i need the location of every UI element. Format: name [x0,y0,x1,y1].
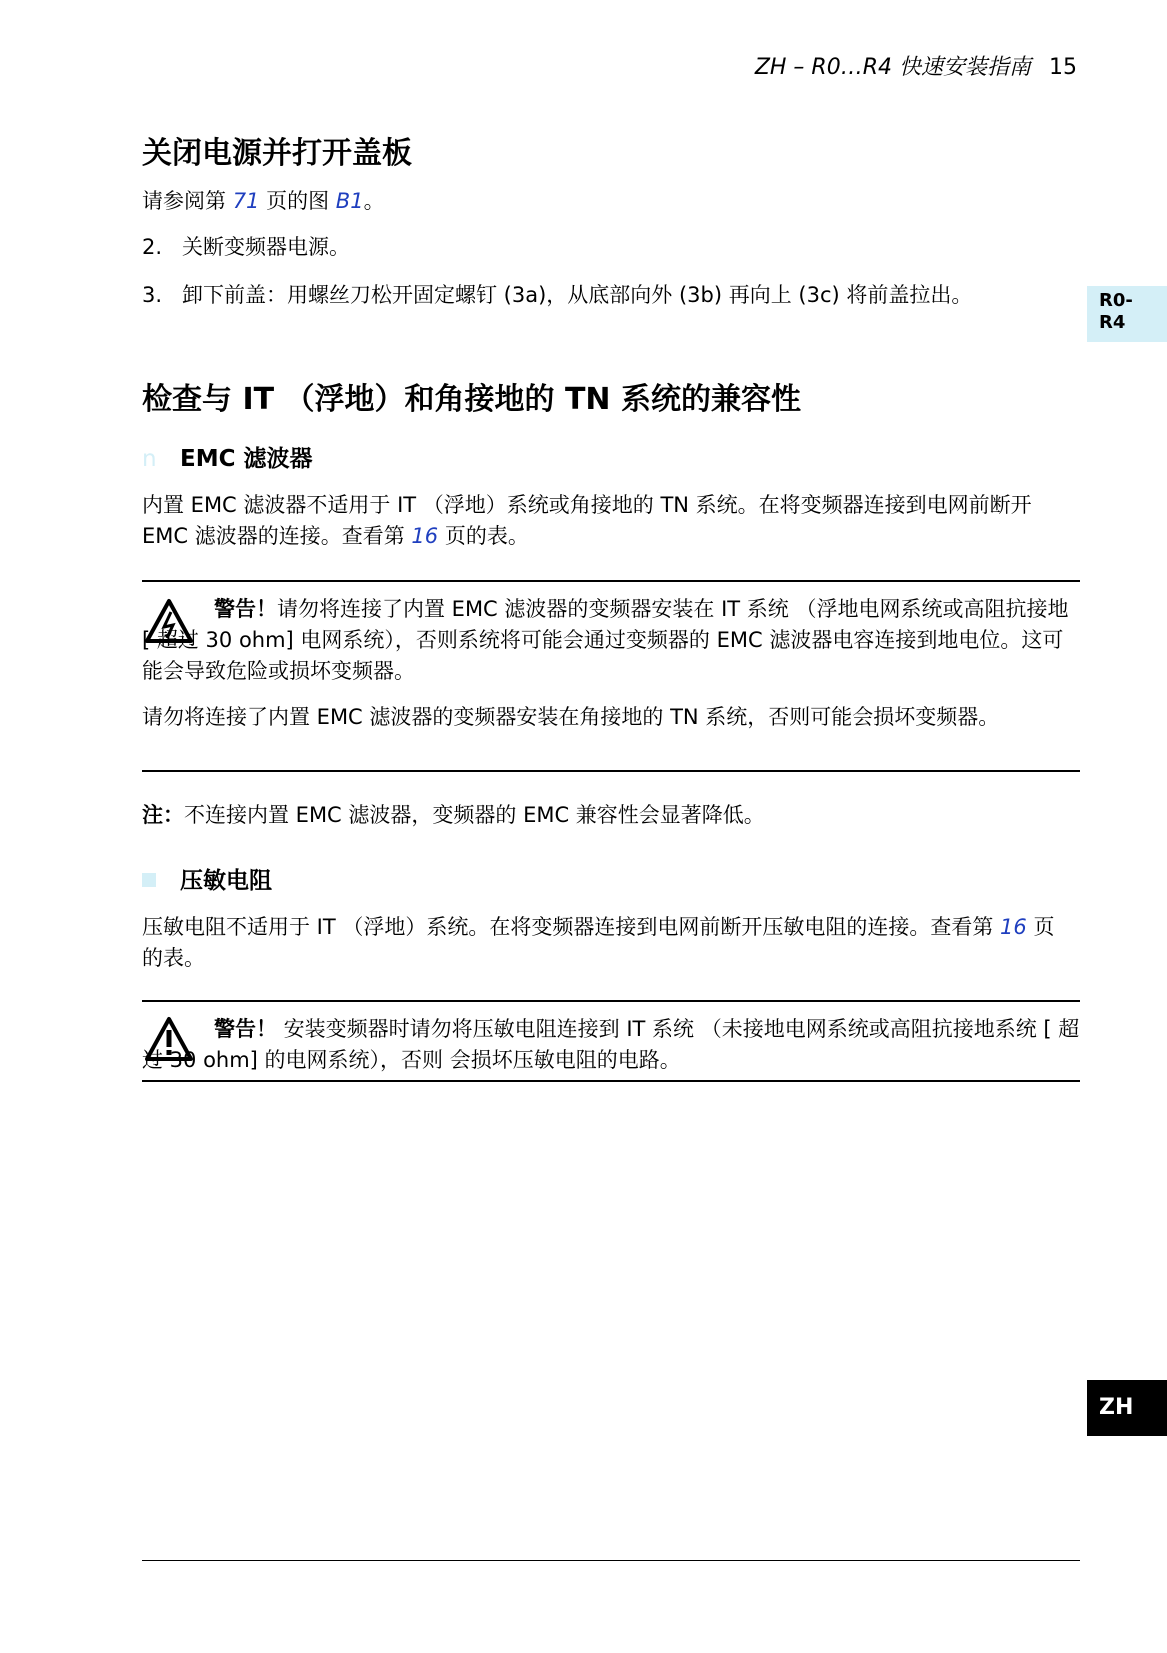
subsection-title-varistor: 压敏电阻 [142,862,272,895]
note-label: 注： [142,803,184,827]
step-text: 关断变频器电源。 [182,235,350,259]
note-text: 不连接内置 EMC 滤波器，变频器的 EMC 兼容性会显著降低。 [184,803,765,827]
page-link[interactable]: 16 [411,524,439,548]
step-number: 3. [142,283,163,307]
page-link[interactable]: 71 [232,189,260,213]
warning-text: 请勿将连接了内置 EMC 滤波器的变频器安装在 IT 系统 （浮地电网系统或高阻抗接地 [ 超过 30 ohm] 电网系统），否则系统将可能会通过变频器的 EMC 滤波器电容连接到地电位。这可能会导致危险或损坏变频器。 [142,597,1069,683]
warning-label: 警告！ [214,597,277,621]
step-text: 卸下前盖：用螺丝刀松开固定螺钉 (3a)，从底部向外 (3b) 再向上 (3c) 将前盖拉出。 [182,283,973,307]
emc-note [142,800,1072,831]
footer-rule [142,1560,1080,1561]
section-title-compatibility: 检查与 IT （浮地）和角接地的 TN 系统的兼容性 [142,382,801,417]
step-3 [142,280,1062,311]
page-number: 15 [1049,55,1077,80]
subsection-title-emc: n EMC 滤波器 [142,446,313,472]
warning-top-rule [142,1000,1080,1002]
warning-text: 安装变频器时请勿将压敏电阻连接到 IT 系统 （未接地电网系统或高阻抗接地系统 [ 超过 30 ohm] 的电网系统），否则 会损坏压敏电阻的电路。 [142,1017,1080,1072]
warning-bottom-rule [142,770,1080,772]
bullet-glyph: n [142,446,157,472]
section-title-power-off: 关闭电源并打开盖板 [142,136,412,171]
warning-label: 警告！ [214,1017,277,1041]
emc-paragraph: 内置 EMC 滤波器不适用于 IT （浮地）系统或角接地的 TN 系统。在将变频器连接到电网前断开 EMC 滤波器的连接。查看第 16 页的表。 [142,493,1032,548]
running-header [755,50,1077,81]
step-2 [142,232,1062,263]
warning-bottom-rule [142,1080,1080,1082]
figure-reference: 请参阅第 71 页的图 B1。 [142,189,385,213]
side-tab-frame-range: R0- R4 [1087,286,1167,342]
warning-top-rule [142,580,1080,582]
page-link[interactable]: 16 [1000,915,1027,939]
bullet-square [142,873,156,887]
side-tab-language: ZH [1087,1380,1167,1436]
header-title: ZH – R0…R4 快速安装指南 [754,55,1031,80]
varistor-warning [142,1014,1080,1076]
step-number: 2. [142,235,163,259]
figure-link[interactable]: B1 [335,189,364,213]
varistor-paragraph: 压敏电阻不适用于 IT （浮地）系统。在将变频器连接到电网前断开压敏电阻的连接。查看第 16 页的表。 [142,915,1055,970]
emc-warning [142,594,1080,687]
emc-warning-extra: 请勿将连接了内置 EMC 滤波器的变频器安装在角接地的 TN 系统，否则可能会损坏变频器。 [142,705,1000,729]
